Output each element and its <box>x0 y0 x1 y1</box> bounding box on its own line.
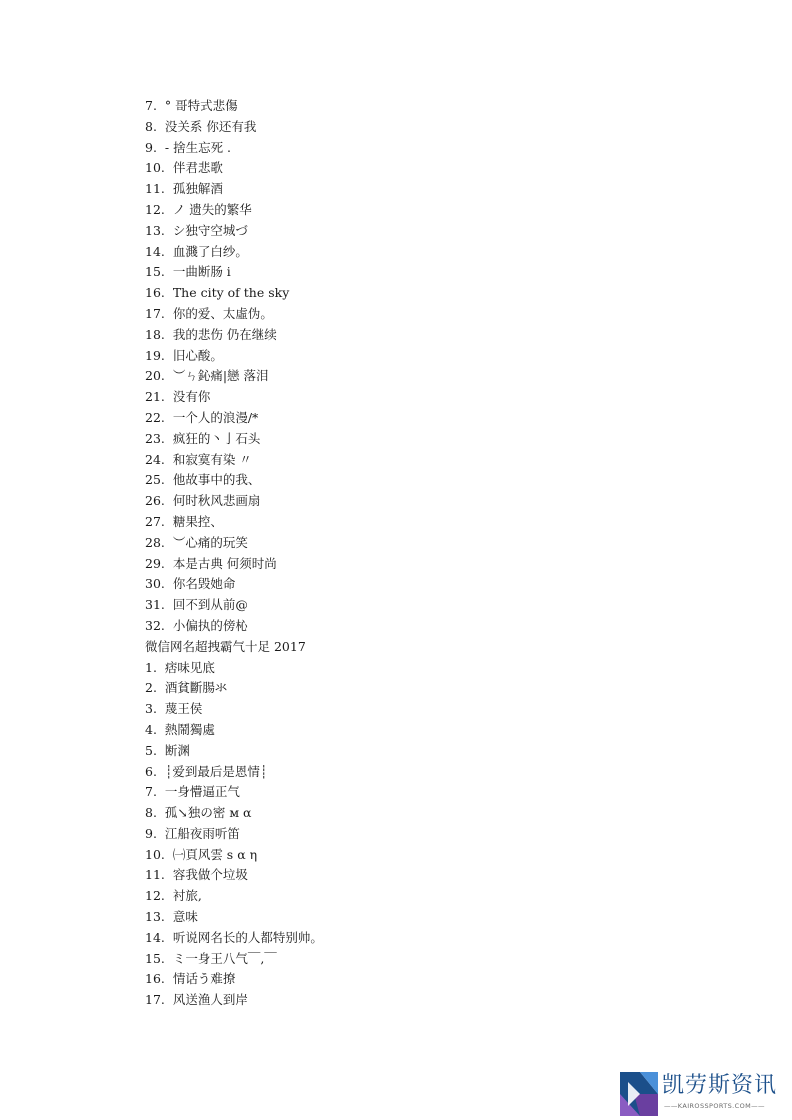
list-item: 30. 你名毁她命 <box>145 576 236 592</box>
list-item: 7. 一身懵逼正气 <box>145 784 240 800</box>
list-item: 4. 熱鬧獨處 <box>145 721 215 737</box>
logo-name: 凯劳斯资讯 <box>662 1073 778 1098</box>
section-heading: 微信网名超拽霸气十足 2017 <box>145 638 306 654</box>
list-item: 11. 容我做个垃圾 <box>145 867 248 883</box>
list-item: 15. 一曲断肠 i <box>145 264 231 280</box>
list-item: 2. 酒貧斷腸氺 <box>145 680 228 696</box>
list-item: 10. 伴君悲歌 <box>145 160 223 176</box>
list-item: 9. ‐ 捨生忘死 . <box>145 139 232 155</box>
list-item: 32. 小偏执的傍杺 <box>145 617 248 633</box>
list-item: 10. ㈠頁风雲 s α η <box>145 846 258 862</box>
list-item: 25. 他故事中的我、 <box>145 472 261 488</box>
list-item: 7. ° 哥特式悲傷 <box>145 98 238 113</box>
list-item: 17. 你的爱、太虛伪。 <box>145 305 273 321</box>
list-item: 5. 断渊 <box>145 742 190 758</box>
list-item: 14. 血濺了白纱。 <box>145 243 248 259</box>
list-item: 8. 孤↘独の密 м α <box>145 805 252 821</box>
list-item: 19. 旧心酸。 <box>145 347 223 363</box>
list-item: 16. The city of the sky <box>145 285 290 301</box>
list-item: 6. ┊爱到最后是恩情┊ <box>145 763 268 779</box>
list-item: 31. 回不到从前@ <box>145 597 248 613</box>
list-item: 16. 情话う难撩 <box>145 971 236 987</box>
list-item: 8. 没关系 你还有我 <box>145 118 257 134</box>
list-item: 12. ノ 遗失的繁华 <box>145 201 252 217</box>
list-item: 28. ︶心痛的玩笑 <box>145 534 248 550</box>
list-item: 18. 我的悲伤 仍在继续 <box>145 326 277 342</box>
list-item: 14. 听说网名长的人都特别帅。 <box>145 929 323 945</box>
site-logo[interactable] <box>620 1072 780 1118</box>
logo-mark-icon <box>620 1072 658 1116</box>
nickname-list <box>145 96 323 1011</box>
list-item: 3. 蔑王侯 <box>145 701 203 717</box>
list-item: 23. 疯狂的丶亅石头 <box>145 430 261 446</box>
list-item: 11. 孤独解酒 <box>145 181 223 197</box>
list-item: 26. 何时秋风悲画扇 <box>145 493 261 509</box>
list-item: 17. 风送渔人到岸 <box>145 992 248 1008</box>
list-item: 13. シ独守空城づ <box>145 222 248 238</box>
list-item: 15. ミ一身王八气￣,￣ <box>145 950 277 966</box>
list-item: 27. 糖果控、 <box>145 513 223 529</box>
list-item: 29. 本是古典 何须时尚 <box>145 555 277 571</box>
list-item: 9. 江船夜雨听笛 <box>145 825 240 841</box>
list-item: 21. 没有你 <box>145 389 211 405</box>
list-item: 1. 痞味见底 <box>145 659 215 675</box>
list-item: 12. 衬旅, <box>145 888 202 904</box>
list-item: 22. 一个人的浪漫/* <box>145 409 259 425</box>
list-item: 13. 意味 <box>145 909 198 925</box>
list-item: 24. 和寂寞有染 〃 <box>145 451 252 467</box>
logo-subtitle: ——KAIROSSPORTS.COM—— <box>664 1102 765 1110</box>
list-item: 20. ︶ㄣ鈊痛|戀 落泪 <box>145 368 269 384</box>
